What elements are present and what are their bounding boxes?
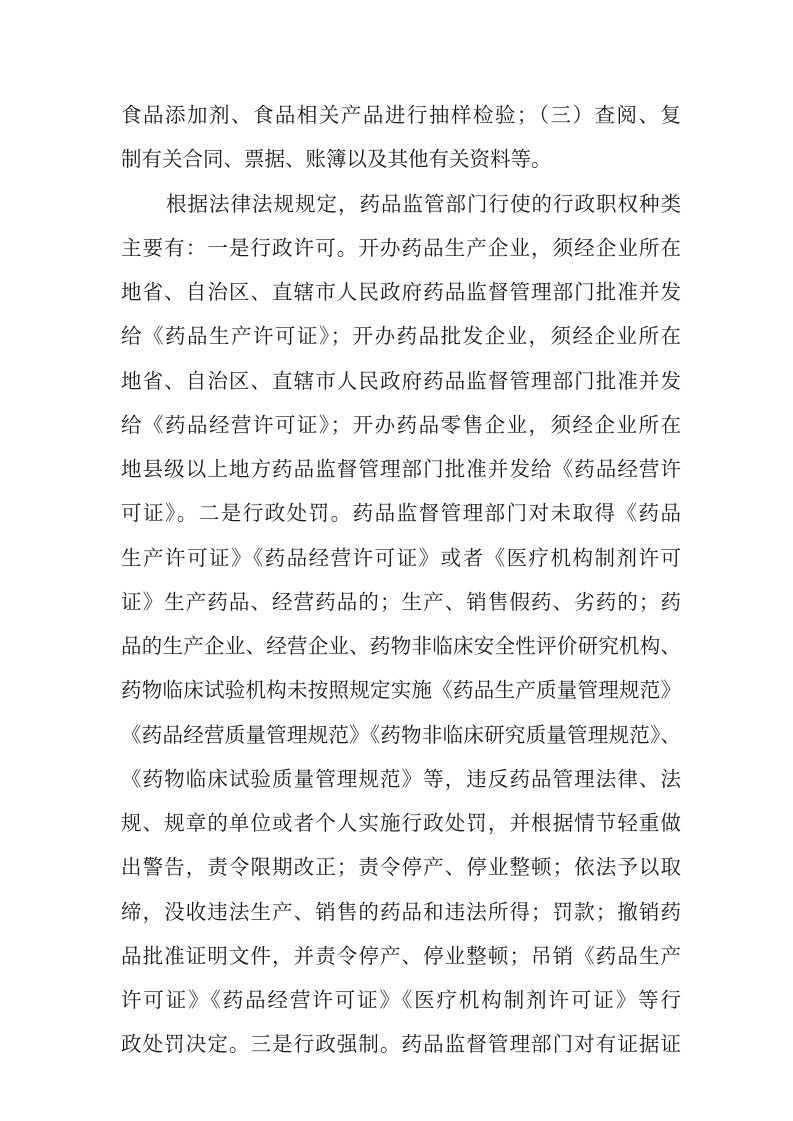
text-line: 缔，没收违法生产、销售的药品和违法所得；罚款；撤销药 — [121, 900, 681, 924]
text-line: 地省、自治区、直辖市人民政府药品监督管理部门批准并发 — [121, 369, 681, 393]
text-line: 规、规章的单位或者个人实施行政处罚，并根据情节轻重做 — [121, 811, 681, 835]
text-line: 制有关合同、票据、账簿以及其他有关资料等。 — [121, 147, 552, 171]
text-line: 药物临床试验机构未按照规定实施《药品生产质量管理规范》 — [121, 678, 681, 702]
text-line: 品的生产企业、经营企业、药物非临床安全性评价研究机构、 — [121, 634, 681, 658]
text-line: 地县级以上地方药品监督管理部门批准并发给《药品经营许 — [121, 457, 681, 481]
text-line: 政处罚决定。三是行政强制。药品监督管理部门对有证据证 — [121, 1032, 681, 1056]
text-line: 食品添加剂、食品相关产品进行抽样检验；（三）查阅、复 — [121, 103, 681, 127]
text-line: 可证》。二是行政处罚。药品监督管理部门对未取得《药品 — [121, 501, 681, 525]
text-line: 给《药品经营许可证》；开办药品零售企业，须经企业所在 — [121, 413, 681, 437]
text-line: 给《药品生产许可证》；开办药品批发企业，须经企业所在 — [121, 324, 681, 348]
text-line: 品批准证明文件，并责令停产、停业整顿；吊销《药品生产 — [121, 944, 681, 968]
text-line: 证》生产药品、经营药品的；生产、销售假药、劣药的；药 — [121, 590, 681, 614]
text-line: 《药品经营质量管理规范》《药物非临床研究质量管理规范》、 — [121, 723, 681, 747]
text-line: 主要有：一是行政许可。开办药品生产企业，须经企业所在 — [121, 236, 681, 260]
paragraph-start-line: 根据法律法规规定，药品监管部门行使的行政职权种类 — [166, 192, 681, 216]
text-line: 地省、自治区、直辖市人民政府药品监督管理部门批准并发 — [121, 280, 681, 304]
text-line: 许可证》《药品经营许可证》《医疗机构制剂许可证》等行 — [121, 988, 681, 1012]
text-line: 《药物临床试验质量管理规范》等，违反药品管理法律、法 — [121, 767, 681, 791]
text-line: 生产许可证》《药品经营许可证》或者《医疗机构制剂许可 — [121, 546, 681, 570]
text-line: 出警告，责令限期改正；责令停产、停业整顿；依法予以取 — [121, 855, 681, 879]
